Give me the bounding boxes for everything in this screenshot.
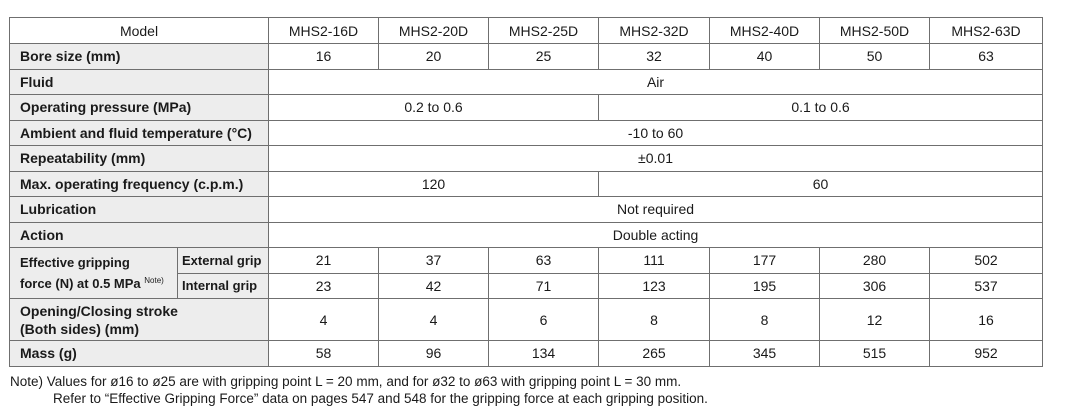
table-cell: 8 <box>710 299 820 341</box>
header-row <box>10 18 1043 44</box>
table-cell: -10 to 60 <box>269 120 1043 146</box>
row-label: Bore size (mm) <box>10 44 269 70</box>
table-cell: 96 <box>379 341 489 367</box>
gripping-force-label-line1: Effective gripping <box>20 254 130 270</box>
footnote-line: Note) Values for ø16 to ø25 are with gripping point L = 20 mm, and for ø32 to ø63 with gripping point L = 30 mm. <box>10 374 682 389</box>
row-label: Max. operating frequency (c.p.m.) <box>10 171 269 197</box>
model-column-header: MHS2-25D <box>489 18 599 44</box>
table-cell: 537 <box>930 273 1043 299</box>
note-mark: Note) <box>144 275 164 285</box>
table-cell: 0.1 to 0.6 <box>599 95 1043 121</box>
stroke-label-line1: Opening/Closing stroke <box>20 302 178 319</box>
model-column-header: MHS2-40D <box>710 18 820 44</box>
table-cell: 515 <box>820 341 930 367</box>
table-cell: 63 <box>930 44 1043 70</box>
row-label: Fluid <box>10 69 269 95</box>
table-cell: 21 <box>269 248 379 274</box>
row-label: Ambient and fluid temperature (°C) <box>10 120 269 146</box>
table-cell: 265 <box>599 341 710 367</box>
table-cell: 63 <box>489 248 599 274</box>
table-cell: 23 <box>269 273 379 299</box>
lubrication-row <box>10 197 1043 223</box>
stroke-label-line2: (Both sides) (mm) <box>20 320 139 337</box>
table-cell: 8 <box>599 299 710 341</box>
table-cell: 71 <box>489 273 599 299</box>
stroke-row <box>10 299 1043 341</box>
model-column-header: MHS2-16D <box>269 18 379 44</box>
row-label: Repeatability (mm) <box>10 146 269 172</box>
internal-grip-label: Internal grip <box>178 273 269 299</box>
footnote <box>10 373 708 407</box>
table-cell: 345 <box>710 341 820 367</box>
table-cell: 4 <box>379 299 489 341</box>
table-cell: 134 <box>489 341 599 367</box>
bore-size-row <box>10 44 1043 70</box>
table-cell: 306 <box>820 273 930 299</box>
table-cell: 952 <box>930 341 1043 367</box>
row-label: Action <box>10 222 269 248</box>
model-column-header: MHS2-63D <box>930 18 1043 44</box>
table-cell: 50 <box>820 44 930 70</box>
model-column-header: MHS2-32D <box>599 18 710 44</box>
row-label: Mass (g) <box>10 341 269 367</box>
table-cell: Air <box>269 69 1043 95</box>
table-cell: 20 <box>379 44 489 70</box>
table-cell: 280 <box>820 248 930 274</box>
footnote-line: Refer to “Effective Gripping Force” data on pages 547 and 548 for the gripping force at each gripping position. <box>53 391 708 406</box>
operating-pressure-row <box>10 95 1043 121</box>
table-cell: 177 <box>710 248 820 274</box>
table-cell: 4 <box>269 299 379 341</box>
repeatability-row <box>10 146 1043 172</box>
row-label: Operating pressure (MPa) <box>10 95 269 121</box>
table-cell: 0.2 to 0.6 <box>269 95 599 121</box>
table-cell: 12 <box>820 299 930 341</box>
table-cell: 32 <box>599 44 710 70</box>
gripping-force-label <box>10 248 178 299</box>
fluid-row <box>10 69 1043 95</box>
table-cell: 123 <box>599 273 710 299</box>
gripping-force-label-line2: force (N) at 0.5 MPa <box>20 275 141 291</box>
action-row <box>10 222 1043 248</box>
table-cell: 25 <box>489 44 599 70</box>
table-cell: 16 <box>930 299 1043 341</box>
table-cell: 120 <box>269 171 599 197</box>
row-label: Lubrication <box>10 197 269 223</box>
temperature-row <box>10 120 1043 146</box>
table-cell: 40 <box>710 44 820 70</box>
table-cell: 502 <box>930 248 1043 274</box>
model-column-header: MHS2-50D <box>820 18 930 44</box>
table-cell: 37 <box>379 248 489 274</box>
table-cell: Double acting <box>269 222 1043 248</box>
model-column-header: MHS2-20D <box>379 18 489 44</box>
table-cell: 60 <box>599 171 1043 197</box>
mass-row <box>10 341 1043 367</box>
table-cell: 58 <box>269 341 379 367</box>
table-cell: Not required <box>269 197 1043 223</box>
operating-frequency-row <box>10 171 1043 197</box>
stroke-label <box>10 299 269 341</box>
table-cell: ±0.01 <box>269 146 1043 172</box>
table-cell: 195 <box>710 273 820 299</box>
table-cell: 6 <box>489 299 599 341</box>
model-header: Model <box>10 18 269 44</box>
table-cell: 111 <box>599 248 710 274</box>
specifications-table <box>9 17 1043 367</box>
external-grip-label: External grip <box>178 248 269 274</box>
external-grip-row <box>10 248 1043 274</box>
table-cell: 16 <box>269 44 379 70</box>
table-cell: 42 <box>379 273 489 299</box>
